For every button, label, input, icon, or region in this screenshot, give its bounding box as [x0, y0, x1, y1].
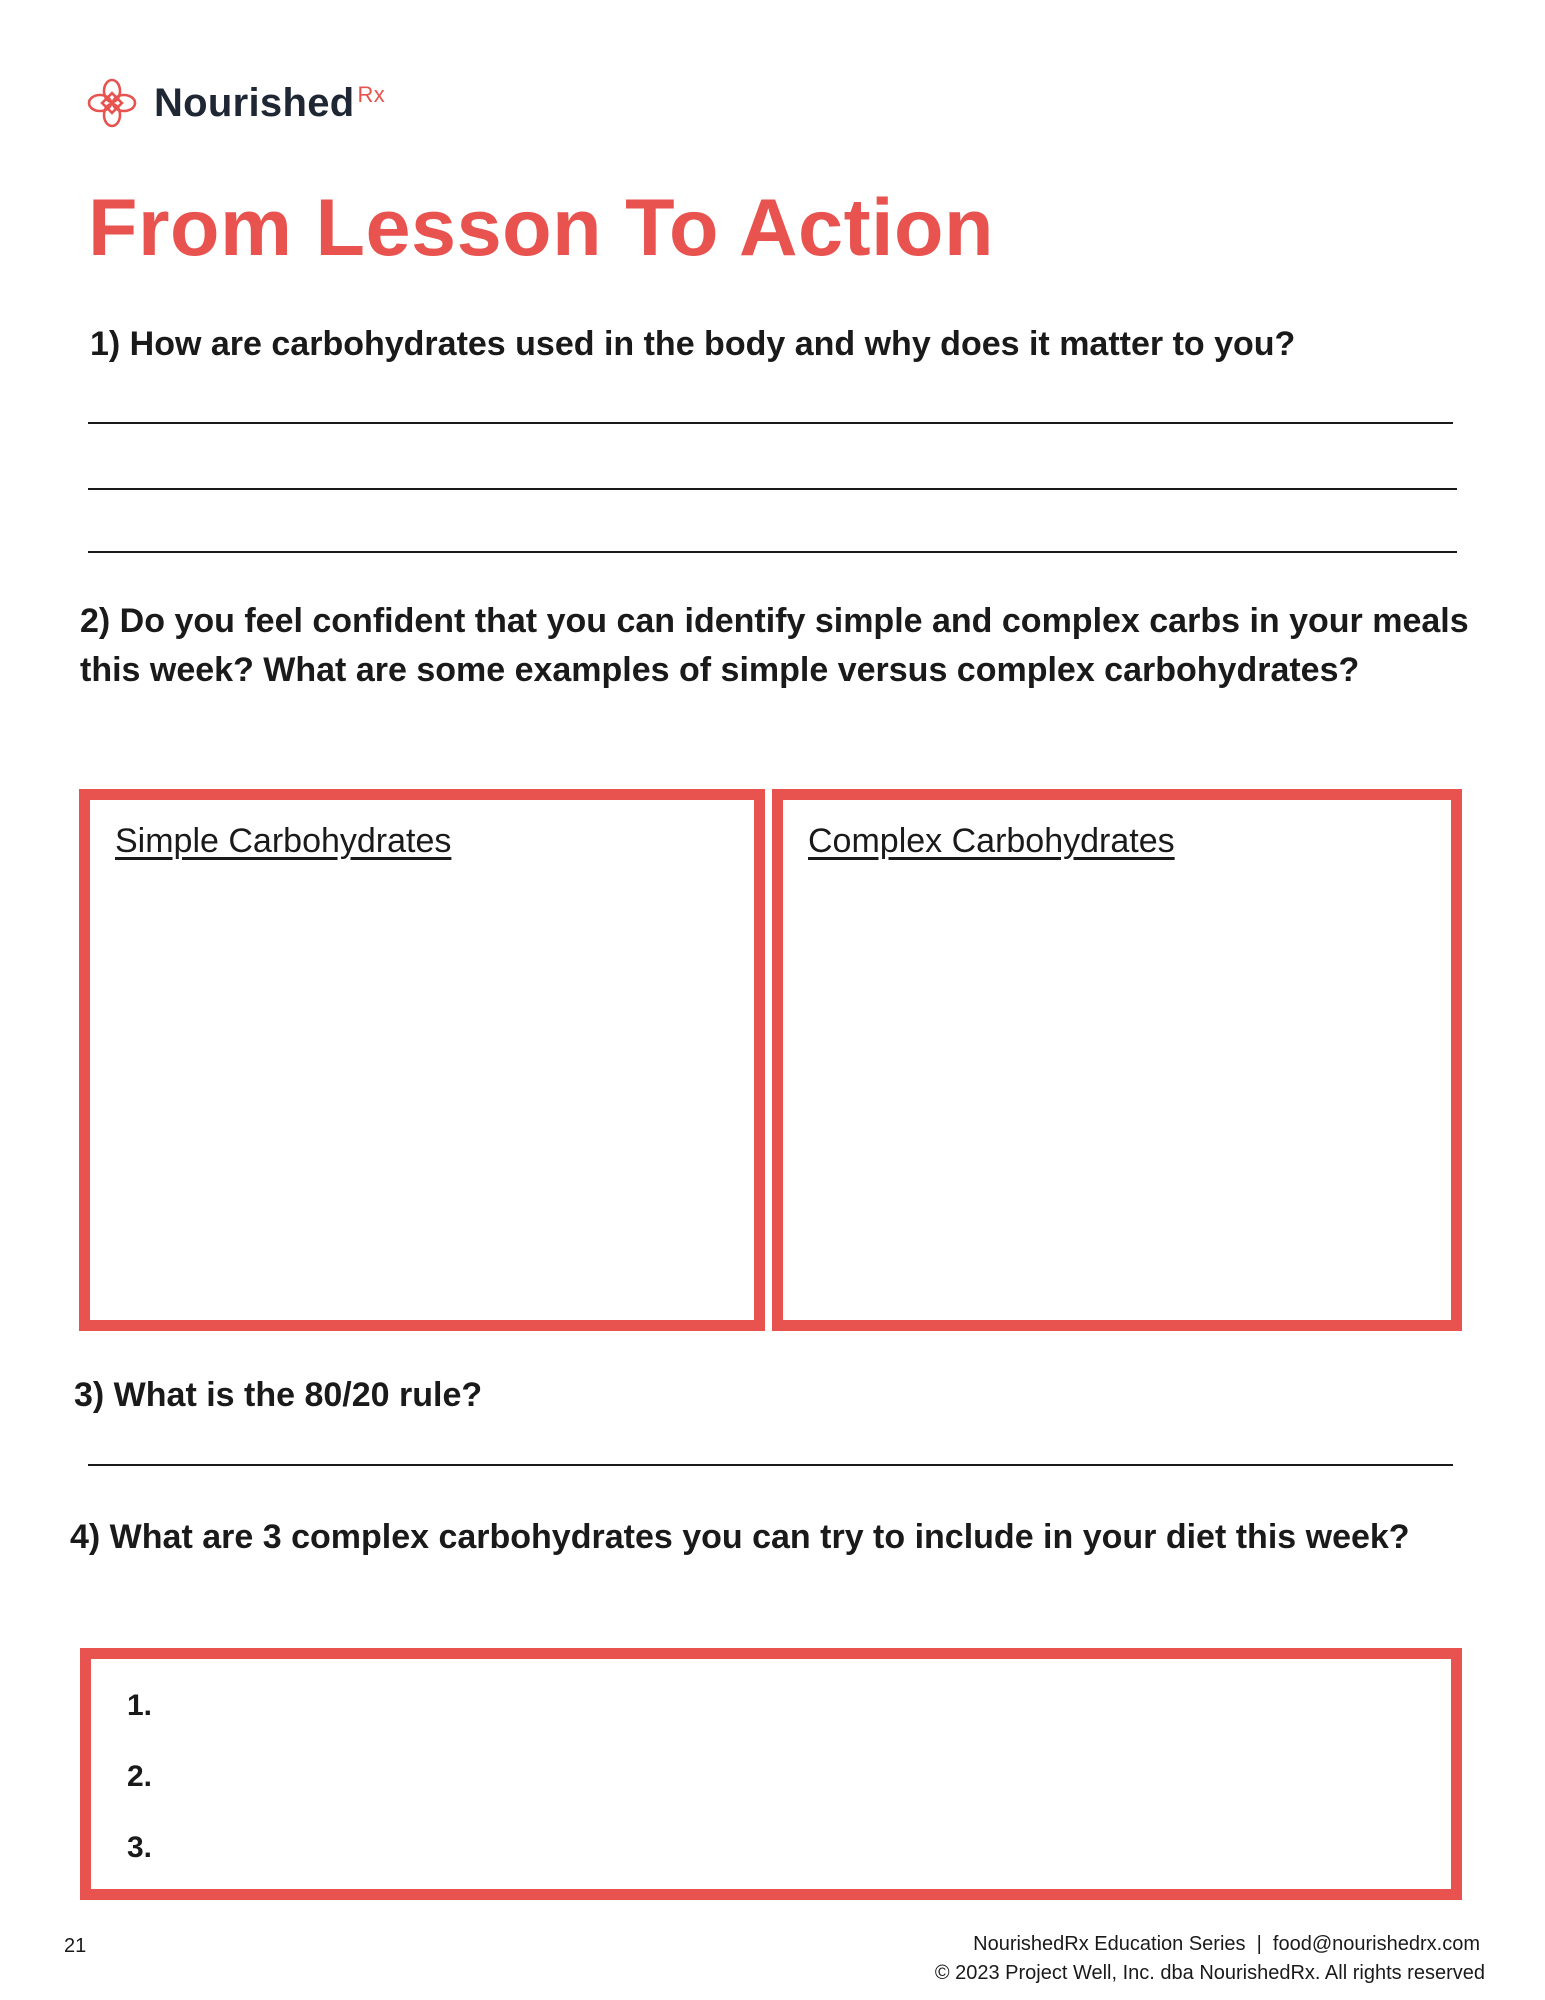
flower-knot-icon	[86, 77, 138, 129]
page-number: 21	[64, 1935, 87, 1957]
footer-series: NourishedRx Education Series | food@nourishedrx.com	[973, 1933, 1480, 1955]
brand-suffix: Rx	[357, 81, 385, 107]
brand-name: Nourished $^{Rx}$	[154, 80, 385, 125]
question-2: 2) Do you feel confident that you can identify simple and complex carbs in your meals this week? What are some examples of simple versus complex carbohydrates?	[80, 602, 1469, 689]
question-4: 4) What are 3 complex carbohydrates you can try to include in your diet this week?	[70, 1518, 1410, 1556]
question-3: 3) What is the 80/20 rule?	[74, 1376, 483, 1414]
brand-logo	[86, 78, 385, 128]
answer-line-3[interactable]	[88, 551, 1457, 553]
simple-carbs-heading: Simple Carbohydrates	[115, 822, 452, 860]
answer-line-2[interactable]	[88, 488, 1457, 490]
simple-carbs-box[interactable]	[79, 789, 765, 1331]
complex-carbs-heading: Complex Carbohydrates	[808, 822, 1175, 860]
list-item-2: 2.	[127, 1760, 153, 1793]
question-1: 1) How are carbohydrates used in the body and why does it matter to you?	[90, 325, 1296, 363]
answer-line-1[interactable]	[88, 422, 1453, 424]
list-item-1: 1.	[127, 1689, 153, 1722]
answer-line-4[interactable]	[88, 1464, 1453, 1466]
footer-copyright: © 2023 Project Well, Inc. dba NourishedRx. All rights reserved	[934, 1962, 1485, 1984]
page-title: From Lesson To Action	[88, 183, 995, 273]
complex-carbs-box[interactable]	[772, 789, 1462, 1331]
complex-carbs-list-box[interactable]	[80, 1648, 1462, 1900]
list-item-3: 3.	[127, 1831, 153, 1864]
